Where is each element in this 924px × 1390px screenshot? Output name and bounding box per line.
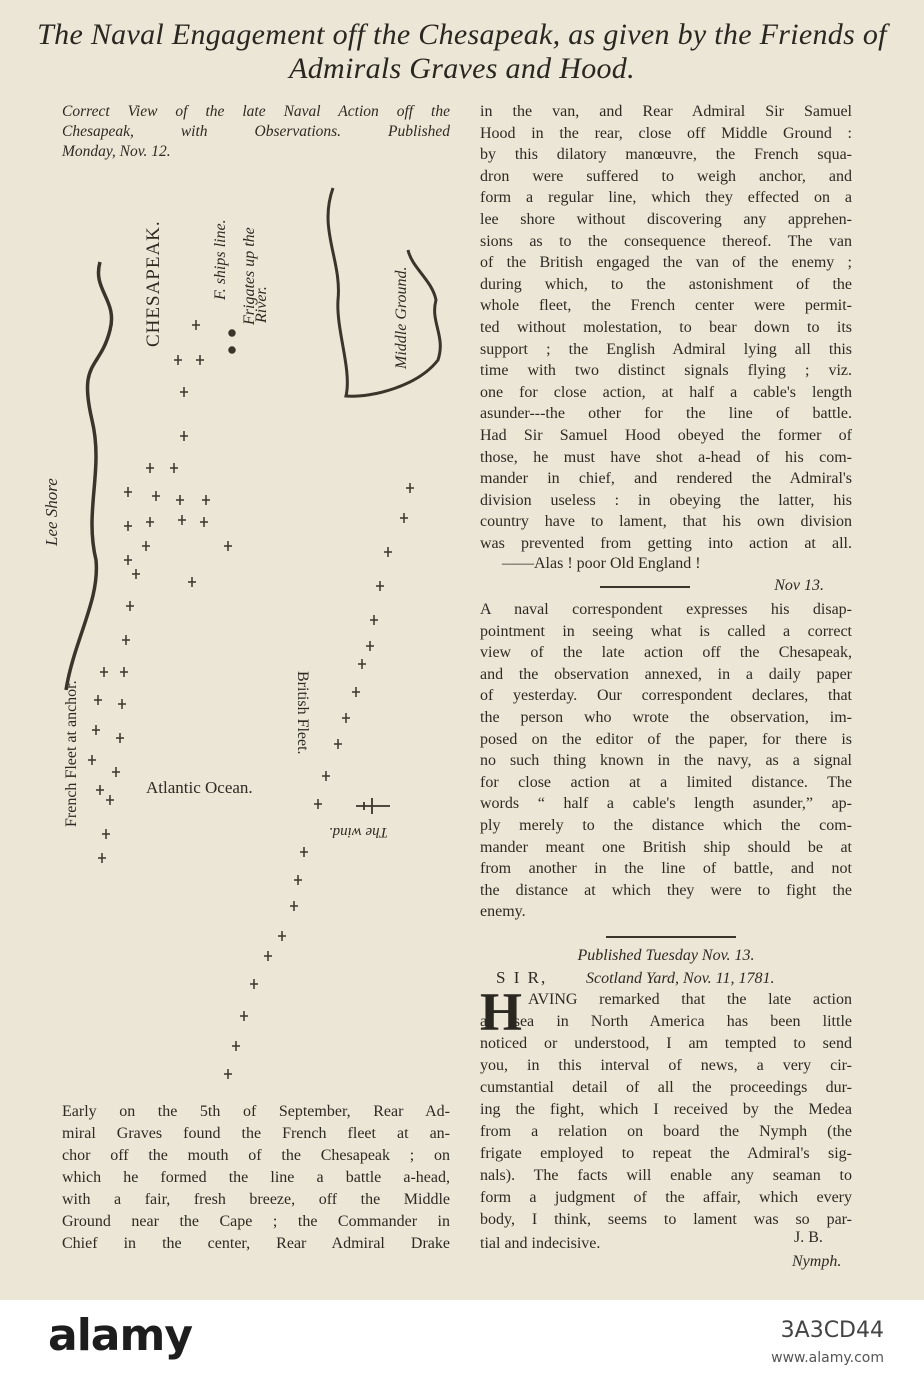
article-title-line-1: The Naval Engagement off the Chesapeak, as given by the Friends of	[37, 18, 887, 51]
coastline	[66, 262, 112, 690]
published-line: Published Tuesday Nov. 13.	[577, 947, 755, 964]
watermark-url: www.alamy.com	[771, 1350, 884, 1366]
drop-cap: H	[480, 982, 523, 1042]
signature-ship: Nymph.	[792, 1253, 842, 1270]
body-text-line: nals). The facts will enable any seaman to	[480, 1167, 852, 1184]
body-text-line: mander in chief, and rendered the Admiral's	[480, 470, 852, 488]
body-text-line: cumstantial detail of all the proceedings dur-	[480, 1079, 852, 1096]
body-text-line: support ; the English Admiral lying all this	[480, 340, 852, 358]
map-header-line: Correct View of the late Naval Action off the	[62, 103, 450, 120]
body-text-line: the person who wrote the observation, im-	[480, 709, 852, 726]
map-header-line: Chesapeak, with Observations. Published	[62, 123, 450, 140]
body-text-line: you, in this interval of news, a very cir-	[480, 1057, 852, 1074]
body-text-line: body, I think, seems to lament was so par-	[480, 1211, 852, 1228]
body-text-line: mander meant one British ship should be at	[480, 838, 852, 856]
british-fleet-label: British Fleet.	[294, 671, 311, 755]
article-title-line-2: Admirals Graves and Hood.	[289, 52, 635, 85]
body-text-line: during which, to the astonishment of the	[480, 275, 852, 293]
salutation: S I R,	[496, 968, 548, 987]
place-date: Scotland Yard, Nov. 11, 1781.	[586, 970, 775, 987]
left-text-line: Chief in the center, Rear Admiral Drake	[62, 1235, 450, 1252]
body-text-line: of the British engaged the van of the enemy ;	[480, 254, 852, 272]
body-text-line: was prevented from getting into action at all.	[480, 535, 852, 552]
body-text-line: the distance at which they were to fight the	[480, 881, 852, 899]
body-text-line: and the observation annexed, in a daily paper	[480, 665, 852, 683]
body-text-line: frigate employed to repeat the Admiral's sig-	[480, 1145, 852, 1162]
lee-shore-label: Lee Shore	[42, 478, 61, 546]
body-text-line: asunder---the other for the line of battle.	[480, 405, 852, 423]
body-text-line: form a judgment of the affair, which every	[480, 1189, 852, 1206]
dateline-nov-13: Nov 13.	[774, 577, 824, 594]
watermark-image-id: 3A3CD44	[780, 1318, 884, 1343]
frigate-marker	[229, 330, 235, 336]
signature-initials: J. B.	[794, 1229, 823, 1246]
body-text-line: whole fleet, the French center were permit-	[480, 297, 852, 315]
body-text-line: sions as to the consequence thereof. The van	[480, 232, 852, 250]
body-text-line: form a regular line, which they effected on a	[480, 189, 852, 207]
body-text-line: lee shore without discovering any apprehen-	[480, 211, 852, 228]
body-text-line: time with two distinct signals flying ; viz.	[480, 362, 852, 380]
french-ships-line-label: F. ships line.	[212, 219, 229, 300]
letter-first-line: AVING remarked that the late action	[528, 991, 852, 1008]
left-text-line: chor off the mouth of the Chesapeak ; on	[62, 1147, 450, 1164]
left-text-line: with a fair, fresh breeze, off the Middle	[62, 1191, 450, 1208]
body-text-line: in the van, and Rear Admiral Sir Samuel	[480, 103, 852, 120]
body-text-line: words “ half a cable's length asunder,” ap-	[480, 795, 852, 813]
middle-ground-label: Middle Ground.	[393, 266, 410, 369]
body-text-line: Hood in the rear, close off Middle Ground :	[480, 124, 852, 142]
body-text-line: Had Sir Samuel Hood obeyed the former of	[480, 427, 852, 444]
middle-ground-shoal	[328, 188, 440, 396]
body-text-line: ply merely to the distance which the com-	[480, 817, 852, 834]
section-rule	[600, 586, 690, 588]
body-text-line: country have to lament, that his own division	[480, 513, 852, 531]
body-text-line: ted without molestation, to bear down to its	[480, 319, 852, 336]
left-text-line: which he formed the line a battle a-head,	[62, 1169, 450, 1186]
body-text-line: dron were suffered to weigh anchor, and	[480, 167, 852, 185]
section-rule	[606, 936, 736, 938]
body-text-line: one for close action, at half a cable's length	[480, 383, 852, 401]
map-header-line: Monday, Nov. 12.	[62, 143, 171, 160]
body-text-line: pointment in seeing what is called a correct	[480, 622, 852, 640]
body-text-line: from another in the line of battle, and not	[480, 860, 852, 878]
body-text-line: from a relation on board the Nymph (the	[480, 1123, 852, 1140]
body-text-line: of yesterday. Our correspondent declares, that	[480, 687, 852, 705]
left-text-line: Early on the 5th of September, Rear Ad-	[62, 1103, 450, 1120]
body-text-line: posed on the editor of the paper, for there is	[480, 730, 852, 748]
frigates-label: Frigates up the	[241, 227, 258, 325]
body-text-line: by this dilatory manœuvre, the French squa-	[480, 146, 852, 164]
body-text-line: division useless : in obeying the latter, his	[480, 491, 852, 509]
frigate-marker	[229, 347, 235, 353]
letter-last-line: tial and indecisive.	[480, 1235, 601, 1252]
body-text-line: ing the fight, which I received by the Medea	[480, 1101, 852, 1118]
alas-line: ——Alas ! poor Old England !	[502, 555, 701, 572]
atlantic-ocean-label: Atlantic Ocean.	[146, 778, 253, 797]
wind-label: The wind.	[328, 824, 388, 840]
body-text-line: for close action at a limited distance. The	[480, 773, 852, 791]
body-text-line: those, he must have shot a-head of his com-	[480, 448, 852, 466]
body-text-line: no such thing known in the navy, as a signal	[480, 752, 852, 770]
body-text-line: enemy.	[480, 903, 526, 921]
left-text-line: miral Graves found the French fleet at an-	[62, 1125, 450, 1142]
river-label: River.	[253, 286, 270, 323]
body-text-line: A naval correspondent expresses his disap-	[480, 601, 852, 618]
watermark-logo: alamy	[48, 1310, 192, 1361]
body-text-line: view of the late action off the Chesapeak,	[480, 644, 852, 662]
wind-arrow	[356, 798, 390, 814]
body-text-line: noticed or understood, I am tempted to send	[480, 1035, 852, 1052]
body-text-line: at sea in North America has been little	[480, 1013, 852, 1030]
chesapeak-label: CHESAPEAK.	[143, 220, 164, 347]
french-fleet-label: French Fleet at anchor.	[63, 680, 80, 827]
left-text-line: Ground near the Cape ; the Commander in	[62, 1213, 450, 1230]
